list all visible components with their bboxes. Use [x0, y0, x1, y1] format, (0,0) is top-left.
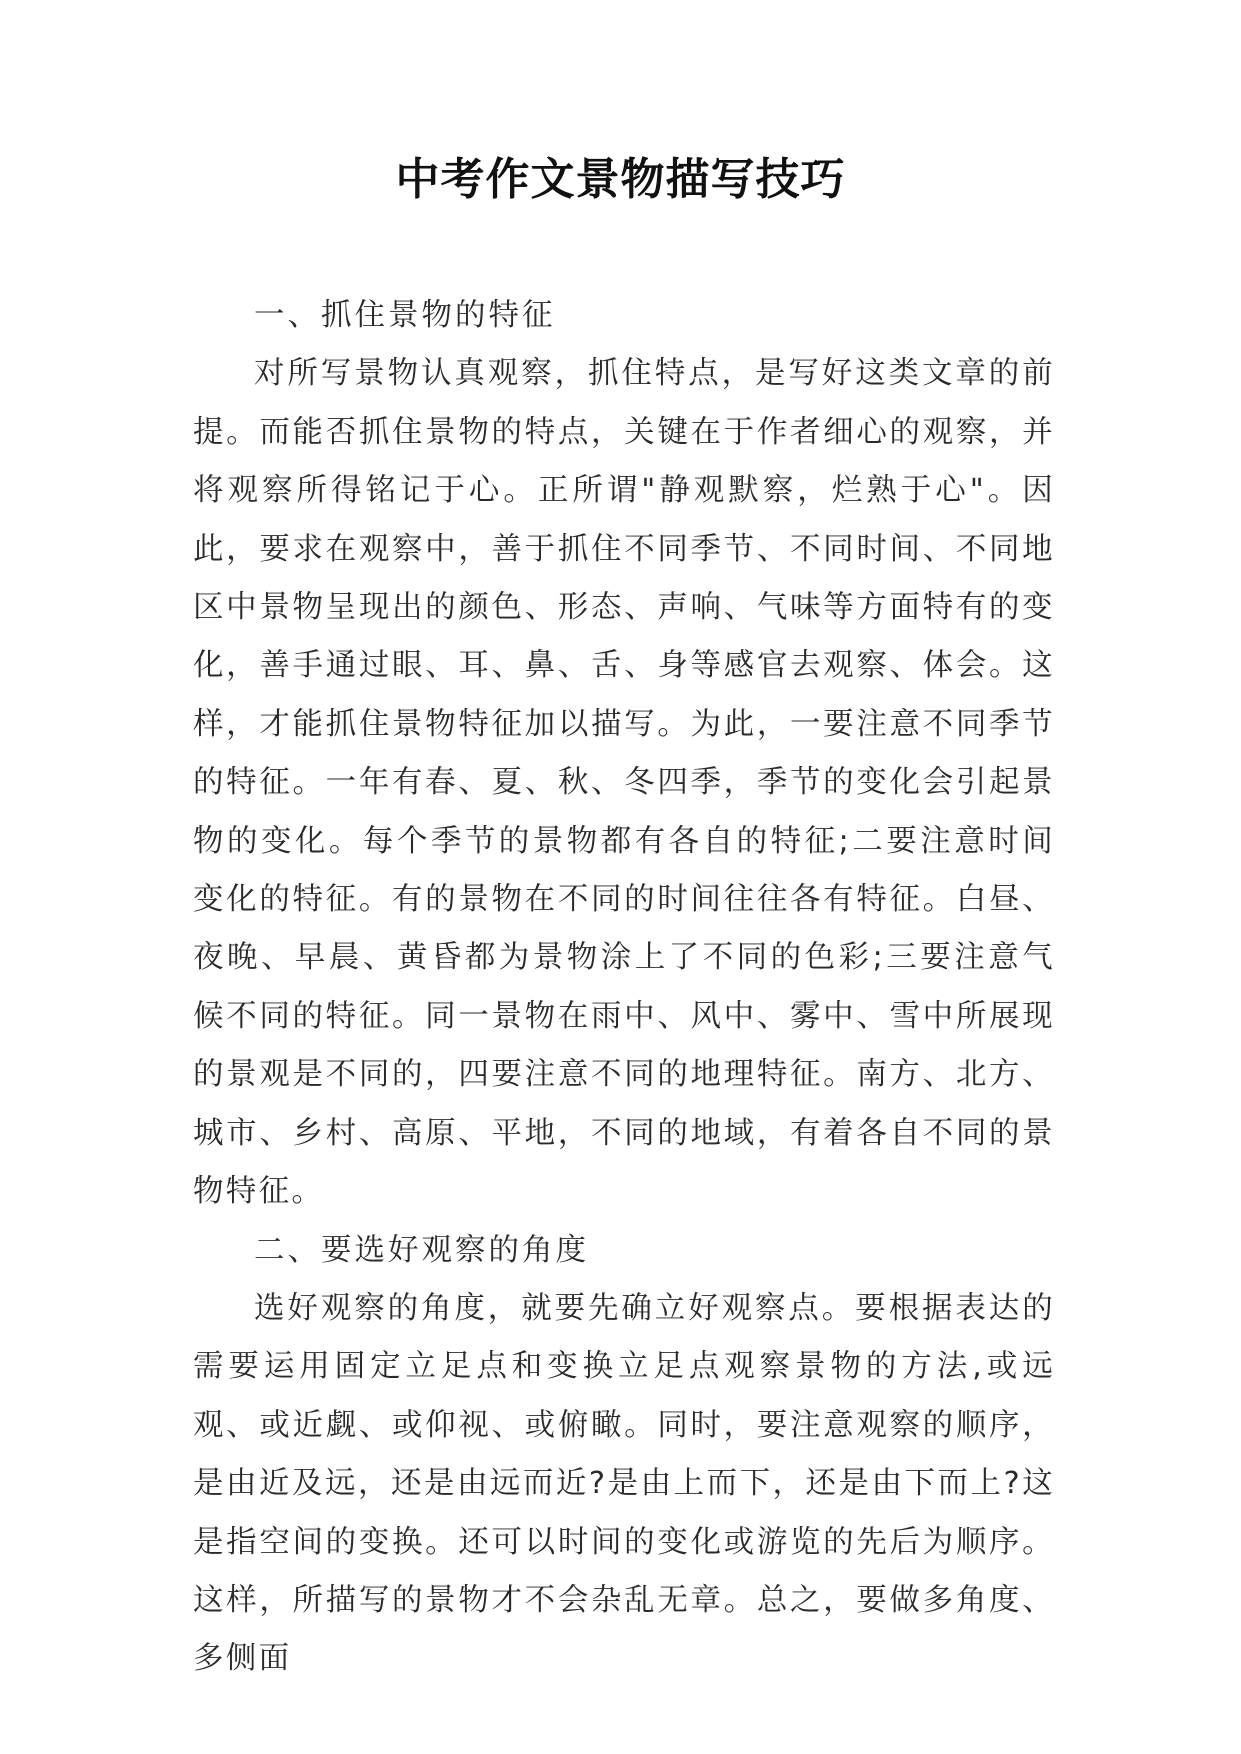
section-heading-1: 一、抓住景物的特征 — [254, 298, 556, 333]
document-title: 中考作文景物描写技巧 — [395, 154, 846, 205]
body-paragraph-2: 选好观察的角度，就要先确立好观察点。要根据表达的需要运用固定立足点和变换立足点观察景物的方法,或远观、或近觑、或仰视、或俯瞰。同时，要注意观察的顺序，是由近及远，还是由远而近?是由上而下，还是由下而上?这是指空间的变换。还可以时间的变化或游览的先后为顺序。这样，所描写的景物才不会杂乱无章。总之，要做多角度、多侧面 — [193, 1290, 1055, 1677]
section-heading-2: 二、要选好观察的角度 — [254, 1232, 589, 1268]
document-body — [193, 287, 1055, 1689]
body-paragraph-1: 对所写景物认真观察，抓住特点，是写好这类文章的前提。而能否抓住景物的特点，关键在于作者细心的观察，并将观察所得铭记于心。正所谓"静观默察，烂熟于心"。因此，要求在观察中，善于抓住不同季节、不同时间、不同地区中景物呈现出的颜色、形态、声响、气味等方面特有的变化，善手通过眼、耳、鼻、舌、身等感官去观察、体会。这样，才能抓住景物特征加以描写。为此，一要注意不同季节的特征。一年有春、夏、秋、冬四季，季节的变化会引起景物的变化。每个季节的景物都有各自的特征;二要注意时间变化的特征。有的景物在不同的时间往往各有特征。白昼、夜晚、早晨、黄昏都为景物涂上了不同的色彩;三要注意气候不同的特征。同一景物在雨中、风中、雾中、雪中所展现的景观是不同的，四要注意不同的地理特征。南方、北方、城市、乡村、高原、平地，不同的地域，有着各自不同的景物特征。 — [193, 356, 1055, 1210]
